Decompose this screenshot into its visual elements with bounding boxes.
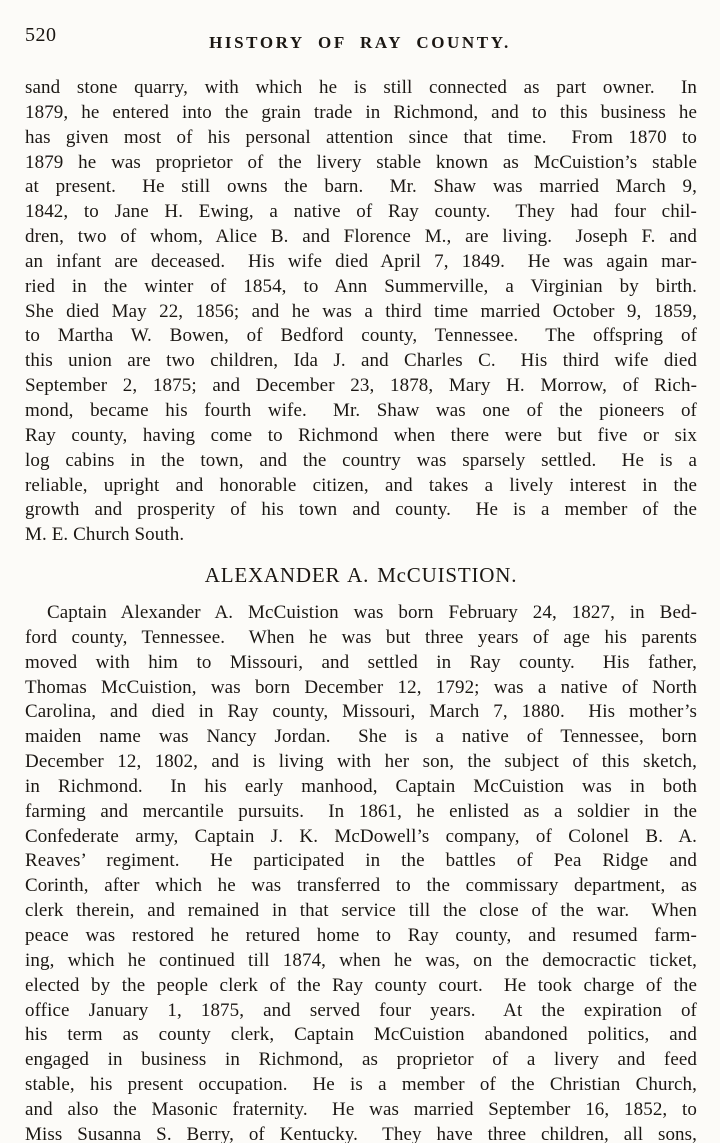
text-line: this union are two children, Ida J. and Charles C. His third wife died xyxy=(25,350,697,372)
running-title: HISTORY OF RAY COUNTY. xyxy=(209,33,511,52)
text-line: She died May 22, 1856; and he was a third time married October 9, 1859, xyxy=(25,300,697,322)
text-line: mond, became his fourth wife. Mr. Shaw was one of the pioneers of xyxy=(25,399,697,421)
text-line: September 2, 1875; and December 23, 1878, Mary H. Morrow, of Rich- xyxy=(25,375,697,397)
page-number: 520 xyxy=(25,24,57,46)
text-line: 1879 he was proprietor of the livery stable known as McCuistion’s stable xyxy=(25,151,697,173)
text-line: 1842, to Jane H. Ewing, a native of Ray county. They had four chil- xyxy=(25,201,697,223)
text-line: Corinth, after which he was transferred to the commissary department, as xyxy=(25,875,697,897)
paragraph-mccuistion-biography xyxy=(25,601,697,1143)
text-line: reliable, upright and honorable citizen, and takes a lively interest in the xyxy=(25,474,697,496)
text-line: clerk therein, and remained in that service till the close of the war. When xyxy=(25,900,697,922)
text-line: and also the Masonic fraternity. He was married September 16, 1852, to xyxy=(25,1098,697,1120)
text-line: December 12, 1802, and is living with her son, the subject of this sketch, xyxy=(25,751,697,773)
text-line: engaged in business in Richmond, as proprietor of a livery and feed xyxy=(25,1049,697,1071)
text-line: growth and prosperity of his town and county. He is a member of the xyxy=(25,499,697,521)
text-line: peace was restored he retured home to Ray county, and resumed farm- xyxy=(25,925,697,946)
page-body xyxy=(0,76,720,1143)
text-line: an infant are deceased. His wife died April 7, 1849. He was again mar- xyxy=(25,250,697,272)
text-line: M. E. Church South. xyxy=(25,524,185,546)
text-line: in Richmond. In his early manhood, Captain McCuistion was in both xyxy=(25,775,697,797)
text-line: Carolina, and died in Ray county, Missouri, March 7, 1880. His mother’s xyxy=(25,701,697,723)
text-line: ing, which he continued till 1874, when he was, on the democractic ticket, xyxy=(25,949,697,971)
text-line: Thomas McCuistion, was born December 12, 1792; was a native of North xyxy=(25,676,697,698)
text-line: has given most of his personal attention since that time. From 1870 to xyxy=(25,126,697,148)
text-line: office January 1, 1875, and served four years. At the expiration of xyxy=(25,999,697,1021)
section-heading: ALEXANDER A. McCUISTION. xyxy=(204,563,518,588)
text-line: log cabins in the town, and the country was sparsely settled. He is a xyxy=(25,449,697,471)
text-line: Confederate army, Captain J. K. McDowell’s company, of Colonel B. A. xyxy=(25,825,697,847)
text-line: his term as county clerk, Captain McCuistion abandoned politics, and xyxy=(25,1024,697,1046)
text-line: maiden name was Nancy Jordan. She is a native of Tennessee, born xyxy=(25,726,697,748)
text-line: dren, two of whom, Alice B. and Florence M., are living. Joseph F. and xyxy=(25,226,697,248)
text-line: Captain Alexander A. McCuistion was born February 24, 1827, in Bed- xyxy=(47,602,697,624)
text-line: farming and mercantile pursuits. In 1861, he enlisted as a soldier in the xyxy=(25,800,697,822)
text-line: moved with him to Missouri, and settled in Ray county. His father, xyxy=(25,651,697,673)
text-line: ried in the winter of 1854, to Ann Summerville, a Virginian by birth. xyxy=(25,275,697,297)
text-line: sand stone quarry, with which he is still connected as part owner. In xyxy=(25,77,697,98)
text-line: Miss Susanna S. Berry, of Kentucky. They have three children, all sons, xyxy=(25,1123,697,1143)
paragraph-shaw-biography xyxy=(25,76,697,548)
text-line: at present. He still owns the barn. Mr. Shaw was married March 9, xyxy=(25,176,697,198)
page-header xyxy=(0,0,720,64)
text-line: Ray county, having come to Richmond when there were but five or six xyxy=(25,424,697,446)
text-line: Reaves’ regiment. He participated in the battles of Pea Ridge and xyxy=(25,850,697,872)
text-line: 1879, he entered into the grain trade in Richmond, and to this business he xyxy=(25,101,697,123)
text-line: elected by the people clerk of the Ray county court. He took charge of the xyxy=(25,974,697,996)
text-line: ford county, Tennessee. When he was but three years of age his parents xyxy=(25,626,697,648)
text-line: to Martha W. Bowen, of Bedford county, Tennessee. The offspring of xyxy=(25,325,697,347)
text-line: stable, his present occupation. He is a member of the Christian Church, xyxy=(25,1074,697,1096)
